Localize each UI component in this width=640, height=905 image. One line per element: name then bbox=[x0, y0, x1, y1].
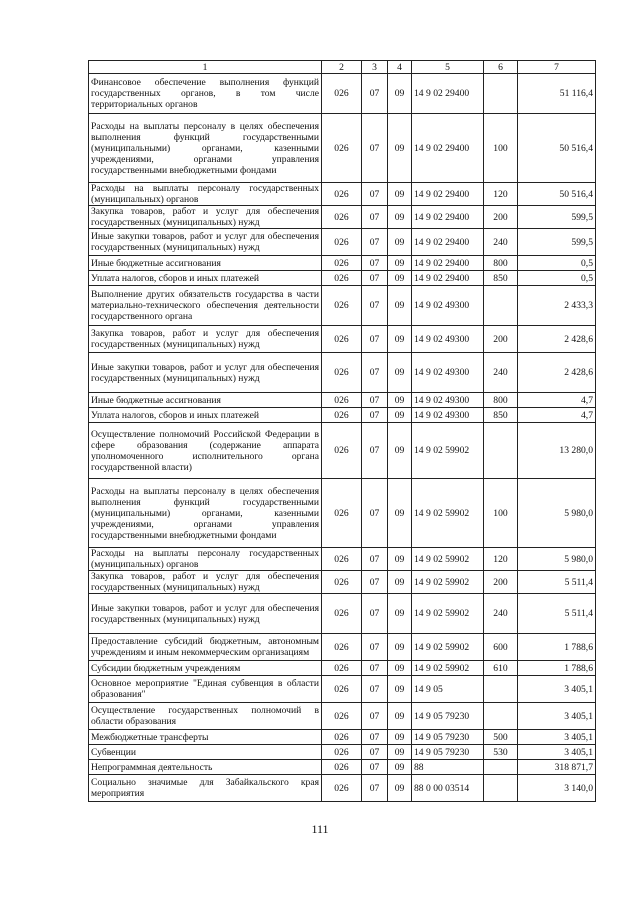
section-code-cell: 07 bbox=[362, 745, 388, 760]
expense-type-code-cell bbox=[484, 423, 518, 479]
subsection-code-cell: 09 bbox=[388, 408, 412, 423]
expense-type-code-cell: 600 bbox=[484, 634, 518, 661]
admin-code-cell: 026 bbox=[322, 423, 362, 479]
target-article-code-cell: 14 9 05 79230 bbox=[412, 730, 484, 745]
amount-cell: 3 405,1 bbox=[518, 745, 596, 760]
target-article-code-cell: 14 9 02 29400 bbox=[412, 114, 484, 183]
amount-cell: 5 980,0 bbox=[518, 479, 596, 548]
expense-type-code-cell bbox=[484, 760, 518, 775]
table-row bbox=[89, 393, 596, 408]
section-code-cell: 07 bbox=[362, 730, 388, 745]
expense-type-code-cell: 610 bbox=[484, 661, 518, 676]
table-row bbox=[89, 703, 596, 730]
target-article-code-cell: 14 9 02 59902 bbox=[412, 634, 484, 661]
section-code-cell: 07 bbox=[362, 703, 388, 730]
section-code-cell: 07 bbox=[362, 634, 388, 661]
amount-cell: 0,5 bbox=[518, 256, 596, 271]
target-article-code-cell: 88 bbox=[412, 760, 484, 775]
subsection-code-cell: 09 bbox=[388, 548, 412, 571]
section-code-cell: 07 bbox=[362, 676, 388, 703]
target-article-code-cell: 88 0 00 03514 bbox=[412, 775, 484, 802]
admin-code-cell: 026 bbox=[322, 326, 362, 353]
budget-table bbox=[88, 60, 596, 802]
target-article-code-cell: 14 9 02 29400 bbox=[412, 183, 484, 206]
header-cell: 4 bbox=[388, 61, 412, 74]
item-name-cell: Расходы на выплаты персоналу в целях обеспечения выполнения функций государственными (муниципальными) органами, казенными учреждениями, органами управления государственными внебюджетными фондами bbox=[89, 114, 322, 183]
item-name-cell: Осуществление полномочий Российской Федерации в сфере образования (содержание аппарата уполномоченного исполнительного органа государственной власти) bbox=[89, 423, 322, 479]
item-name-cell: Закупка товаров, работ и услуг для обеспечения государственных (муниципальных) нужд bbox=[89, 571, 322, 594]
expense-type-code-cell: 240 bbox=[484, 229, 518, 256]
amount-cell: 5 511,4 bbox=[518, 571, 596, 594]
table-row bbox=[89, 634, 596, 661]
item-name-cell: Иные бюджетные ассигнования bbox=[89, 393, 322, 408]
subsection-code-cell: 09 bbox=[388, 229, 412, 256]
table-row bbox=[89, 760, 596, 775]
amount-cell: 1 788,6 bbox=[518, 661, 596, 676]
subsection-code-cell: 09 bbox=[388, 393, 412, 408]
header-row bbox=[89, 61, 596, 74]
page-number: 111 bbox=[311, 822, 329, 836]
item-name-cell: Закупка товаров, работ и услуг для обеспечения государственных (муниципальных) нужд bbox=[89, 326, 322, 353]
section-code-cell: 07 bbox=[362, 286, 388, 326]
table-row bbox=[89, 74, 596, 114]
expense-type-code-cell bbox=[484, 775, 518, 802]
subsection-code-cell: 09 bbox=[388, 206, 412, 229]
admin-code-cell: 026 bbox=[322, 703, 362, 730]
target-article-code-cell: 14 9 02 49300 bbox=[412, 353, 484, 393]
subsection-code-cell: 09 bbox=[388, 703, 412, 730]
expense-type-code-cell: 530 bbox=[484, 745, 518, 760]
admin-code-cell: 026 bbox=[322, 183, 362, 206]
subsection-code-cell: 09 bbox=[388, 286, 412, 326]
subsection-code-cell: 09 bbox=[388, 745, 412, 760]
table-row bbox=[89, 326, 596, 353]
admin-code-cell: 026 bbox=[322, 408, 362, 423]
table-row bbox=[89, 229, 596, 256]
item-name-cell: Расходы на выплаты персоналу государственных (муниципальных) органов bbox=[89, 183, 322, 206]
subsection-code-cell: 09 bbox=[388, 183, 412, 206]
admin-code-cell: 026 bbox=[322, 479, 362, 548]
admin-code-cell: 026 bbox=[322, 353, 362, 393]
section-code-cell: 07 bbox=[362, 775, 388, 802]
amount-cell: 599,5 bbox=[518, 229, 596, 256]
amount-cell: 1 788,6 bbox=[518, 634, 596, 661]
expense-type-code-cell: 120 bbox=[484, 183, 518, 206]
item-name-cell: Социально значимые для Забайкальского края мероприятия bbox=[89, 775, 322, 802]
section-code-cell: 07 bbox=[362, 423, 388, 479]
admin-code-cell: 026 bbox=[322, 548, 362, 571]
expense-type-code-cell: 850 bbox=[484, 408, 518, 423]
section-code-cell: 07 bbox=[362, 408, 388, 423]
section-code-cell: 07 bbox=[362, 760, 388, 775]
target-article-code-cell: 14 9 02 29400 bbox=[412, 74, 484, 114]
target-article-code-cell: 14 9 05 bbox=[412, 676, 484, 703]
target-article-code-cell: 14 9 05 79230 bbox=[412, 745, 484, 760]
amount-cell: 5 980,0 bbox=[518, 548, 596, 571]
admin-code-cell: 026 bbox=[322, 594, 362, 634]
target-article-code-cell: 14 9 02 59902 bbox=[412, 548, 484, 571]
table-row bbox=[89, 745, 596, 760]
subsection-code-cell: 09 bbox=[388, 571, 412, 594]
amount-cell: 2 433,3 bbox=[518, 286, 596, 326]
expense-type-code-cell: 120 bbox=[484, 548, 518, 571]
target-article-code-cell: 14 9 02 59902 bbox=[412, 594, 484, 634]
item-name-cell: Расходы на выплаты персоналу в целях обеспечения выполнения функций государственными (муниципальными) органами, казенными учреждениями, органами управления государственными внебюджетными фондами bbox=[89, 479, 322, 548]
amount-cell: 50 516,4 bbox=[518, 183, 596, 206]
expense-type-code-cell: 800 bbox=[484, 256, 518, 271]
section-code-cell: 07 bbox=[362, 206, 388, 229]
subsection-code-cell: 09 bbox=[388, 661, 412, 676]
expense-type-code-cell: 240 bbox=[484, 353, 518, 393]
item-name-cell: Финансовое обеспечение выполнения функций государственных органов, в том числе территориальных органов bbox=[89, 74, 322, 114]
table-row bbox=[89, 775, 596, 802]
target-article-code-cell: 14 9 02 49300 bbox=[412, 326, 484, 353]
admin-code-cell: 026 bbox=[322, 745, 362, 760]
admin-code-cell: 026 bbox=[322, 229, 362, 256]
section-code-cell: 07 bbox=[362, 661, 388, 676]
item-name-cell: Предоставление субсидий бюджетным, автономным учреждениям и иным некоммерческим организациям bbox=[89, 634, 322, 661]
table-row bbox=[89, 594, 596, 634]
amount-cell: 5 511,4 bbox=[518, 594, 596, 634]
section-code-cell: 07 bbox=[362, 114, 388, 183]
item-name-cell: Основное мероприятие "Единая субвенция в области образования" bbox=[89, 676, 322, 703]
admin-code-cell: 026 bbox=[322, 661, 362, 676]
table-row bbox=[89, 661, 596, 676]
expense-type-code-cell: 200 bbox=[484, 326, 518, 353]
expense-type-code-cell: 200 bbox=[484, 206, 518, 229]
target-article-code-cell: 14 9 02 29400 bbox=[412, 271, 484, 286]
target-article-code-cell: 14 9 02 29400 bbox=[412, 256, 484, 271]
admin-code-cell: 026 bbox=[322, 114, 362, 183]
header-cell: 7 bbox=[518, 61, 596, 74]
expense-type-code-cell: 100 bbox=[484, 479, 518, 548]
section-code-cell: 07 bbox=[362, 74, 388, 114]
expense-type-code-cell bbox=[484, 676, 518, 703]
item-name-cell: Непрограммная деятельность bbox=[89, 760, 322, 775]
subsection-code-cell: 09 bbox=[388, 775, 412, 802]
target-article-code-cell: 14 9 02 59902 bbox=[412, 423, 484, 479]
section-code-cell: 07 bbox=[362, 271, 388, 286]
table-body bbox=[89, 74, 596, 802]
table-row bbox=[89, 353, 596, 393]
target-article-code-cell: 14 9 02 59902 bbox=[412, 661, 484, 676]
item-name-cell: Закупка товаров, работ и услуг для обеспечения государственных (муниципальных) нужд bbox=[89, 206, 322, 229]
table-row bbox=[89, 408, 596, 423]
section-code-cell: 07 bbox=[362, 594, 388, 634]
table-row bbox=[89, 423, 596, 479]
item-name-cell: Расходы на выплаты персоналу государственных (муниципальных) органов bbox=[89, 548, 322, 571]
subsection-code-cell: 09 bbox=[388, 114, 412, 183]
table-row bbox=[89, 256, 596, 271]
section-code-cell: 07 bbox=[362, 256, 388, 271]
admin-code-cell: 026 bbox=[322, 286, 362, 326]
amount-cell: 3 405,1 bbox=[518, 730, 596, 745]
target-article-code-cell: 14 9 02 29400 bbox=[412, 229, 484, 256]
admin-code-cell: 026 bbox=[322, 634, 362, 661]
subsection-code-cell: 09 bbox=[388, 676, 412, 703]
amount-cell: 599,5 bbox=[518, 206, 596, 229]
subsection-code-cell: 09 bbox=[388, 730, 412, 745]
header-cell: 2 bbox=[322, 61, 362, 74]
section-code-cell: 07 bbox=[362, 183, 388, 206]
item-name-cell: Субсидии бюджетным учреждениям bbox=[89, 661, 322, 676]
amount-cell: 2 428,6 bbox=[518, 353, 596, 393]
item-name-cell: Выполнение других обязательств государства в части материально-технического обеспечения деятельности государственного органа bbox=[89, 286, 322, 326]
subsection-code-cell: 09 bbox=[388, 353, 412, 393]
admin-code-cell: 026 bbox=[322, 676, 362, 703]
section-code-cell: 07 bbox=[362, 548, 388, 571]
expense-type-code-cell: 240 bbox=[484, 594, 518, 634]
header-cell: 6 bbox=[484, 61, 518, 74]
subsection-code-cell: 09 bbox=[388, 634, 412, 661]
target-article-code-cell: 14 9 02 59902 bbox=[412, 479, 484, 548]
target-article-code-cell: 14 9 05 79230 bbox=[412, 703, 484, 730]
target-article-code-cell: 14 9 02 49300 bbox=[412, 408, 484, 423]
table-row bbox=[89, 571, 596, 594]
admin-code-cell: 026 bbox=[322, 256, 362, 271]
amount-cell: 0,5 bbox=[518, 271, 596, 286]
admin-code-cell: 026 bbox=[322, 571, 362, 594]
expense-type-code-cell: 100 bbox=[484, 114, 518, 183]
expense-type-code-cell: 200 bbox=[484, 571, 518, 594]
header-cell: 1 bbox=[89, 61, 322, 74]
section-code-cell: 07 bbox=[362, 393, 388, 408]
expense-type-code-cell: 850 bbox=[484, 271, 518, 286]
table-row bbox=[89, 676, 596, 703]
admin-code-cell: 026 bbox=[322, 393, 362, 408]
subsection-code-cell: 09 bbox=[388, 423, 412, 479]
target-article-code-cell: 14 9 02 49300 bbox=[412, 393, 484, 408]
section-code-cell: 07 bbox=[362, 479, 388, 548]
subsection-code-cell: 09 bbox=[388, 760, 412, 775]
admin-code-cell: 026 bbox=[322, 775, 362, 802]
item-name-cell: Межбюджетные трансферты bbox=[89, 730, 322, 745]
table-row bbox=[89, 286, 596, 326]
subsection-code-cell: 09 bbox=[388, 256, 412, 271]
amount-cell: 3 405,1 bbox=[518, 676, 596, 703]
amount-cell: 4,7 bbox=[518, 408, 596, 423]
item-name-cell: Иные закупки товаров, работ и услуг для обеспечения государственных (муниципальных) нужд bbox=[89, 353, 322, 393]
target-article-code-cell: 14 9 02 59902 bbox=[412, 571, 484, 594]
item-name-cell: Осуществление государственных полномочий в области образования bbox=[89, 703, 322, 730]
expense-type-code-cell bbox=[484, 74, 518, 114]
table-row bbox=[89, 183, 596, 206]
table-row bbox=[89, 271, 596, 286]
expense-type-code-cell bbox=[484, 286, 518, 326]
amount-cell: 51 116,4 bbox=[518, 74, 596, 114]
header-cell: 3 bbox=[362, 61, 388, 74]
table-row bbox=[89, 730, 596, 745]
expense-type-code-cell bbox=[484, 703, 518, 730]
section-code-cell: 07 bbox=[362, 229, 388, 256]
table-row bbox=[89, 479, 596, 548]
admin-code-cell: 026 bbox=[322, 271, 362, 286]
admin-code-cell: 026 bbox=[322, 760, 362, 775]
amount-cell: 3 140,0 bbox=[518, 775, 596, 802]
item-name-cell: Иные бюджетные ассигнования bbox=[89, 256, 322, 271]
amount-cell: 2 428,6 bbox=[518, 326, 596, 353]
subsection-code-cell: 09 bbox=[388, 74, 412, 114]
admin-code-cell: 026 bbox=[322, 74, 362, 114]
section-code-cell: 07 bbox=[362, 326, 388, 353]
item-name-cell: Иные закупки товаров, работ и услуг для обеспечения государственных (муниципальных) нужд bbox=[89, 594, 322, 634]
expense-type-code-cell: 500 bbox=[484, 730, 518, 745]
table-row bbox=[89, 206, 596, 229]
item-name-cell: Уплата налогов, сборов и иных платежей bbox=[89, 408, 322, 423]
amount-cell: 4,7 bbox=[518, 393, 596, 408]
item-name-cell: Уплата налогов, сборов и иных платежей bbox=[89, 271, 322, 286]
subsection-code-cell: 09 bbox=[388, 479, 412, 548]
target-article-code-cell: 14 9 02 49300 bbox=[412, 286, 484, 326]
subsection-code-cell: 09 bbox=[388, 594, 412, 634]
item-name-cell: Иные закупки товаров, работ и услуг для обеспечения государственных (муниципальных) нужд bbox=[89, 229, 322, 256]
header-cell: 5 bbox=[412, 61, 484, 74]
admin-code-cell: 026 bbox=[322, 206, 362, 229]
amount-cell: 13 280,0 bbox=[518, 423, 596, 479]
amount-cell: 318 871,7 bbox=[518, 760, 596, 775]
table-row bbox=[89, 548, 596, 571]
section-code-cell: 07 bbox=[362, 571, 388, 594]
admin-code-cell: 026 bbox=[322, 730, 362, 745]
expense-type-code-cell: 800 bbox=[484, 393, 518, 408]
subsection-code-cell: 09 bbox=[388, 326, 412, 353]
section-code-cell: 07 bbox=[362, 353, 388, 393]
subsection-code-cell: 09 bbox=[388, 271, 412, 286]
item-name-cell: Субвенции bbox=[89, 745, 322, 760]
amount-cell: 50 516,4 bbox=[518, 114, 596, 183]
target-article-code-cell: 14 9 02 29400 bbox=[412, 206, 484, 229]
amount-cell: 3 405,1 bbox=[518, 703, 596, 730]
table-row bbox=[89, 114, 596, 183]
